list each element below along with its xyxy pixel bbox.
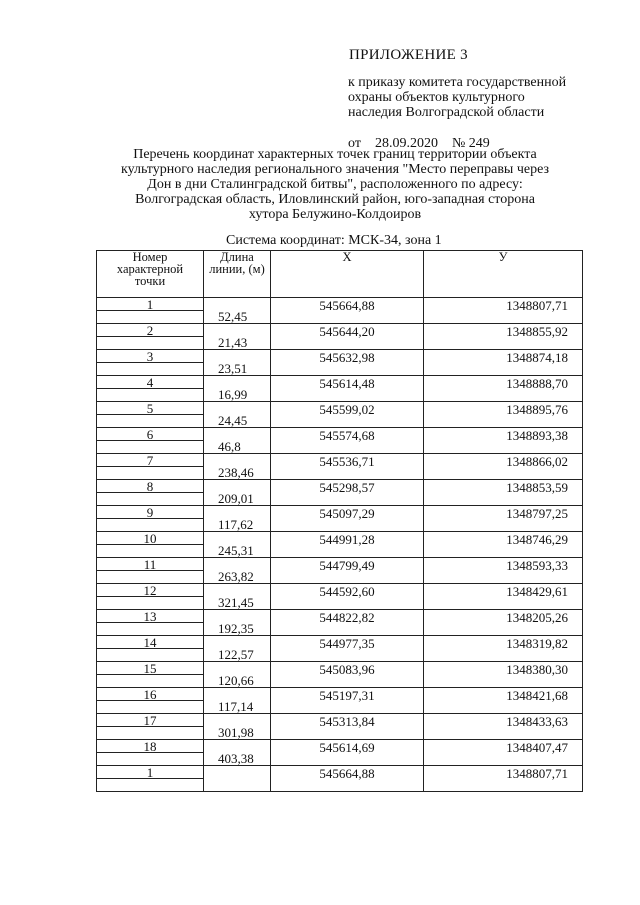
table-row [97, 584, 583, 610]
point-number-cell: 5 [97, 402, 204, 428]
x-coordinate-cell: 545298,57 [271, 480, 424, 506]
y-coordinate-cell: 1348895,76 [424, 402, 583, 428]
line-length-cell: 21,43 [204, 324, 271, 350]
header-point-number: Номер характерной точки [97, 251, 204, 298]
coordinate-system-caption: Система координат: МСК-34, зона 1 [226, 233, 442, 248]
order-line: наследия Волгоградской области [348, 105, 545, 120]
table-row [97, 506, 583, 532]
table-row [97, 532, 583, 558]
line-length-cell: 16,99 [204, 376, 271, 402]
y-coordinate-cell: 1348319,82 [424, 636, 583, 662]
table-row [97, 662, 583, 688]
x-coordinate-cell: 544799,49 [271, 558, 424, 584]
x-coordinate-cell: 545614,48 [271, 376, 424, 402]
point-number-cell: 13 [97, 610, 204, 636]
line-length-cell: 209,01 [204, 480, 271, 506]
line-length-cell: 192,35 [204, 610, 271, 636]
order-line: охраны объектов культурного [348, 90, 525, 105]
table-row [97, 610, 583, 636]
point-number-cell: 9 [97, 506, 204, 532]
table-body [97, 298, 583, 792]
header-x: Х [271, 251, 424, 298]
point-number-cell: 6 [97, 428, 204, 454]
point-number-cell: 8 [97, 480, 204, 506]
line-length-cell: 24,45 [204, 402, 271, 428]
table-row [97, 298, 583, 324]
line-length-cell: 52,45 [204, 298, 271, 324]
y-coordinate-cell: 1348746,29 [424, 532, 583, 558]
x-coordinate-cell: 545574,68 [271, 428, 424, 454]
list-title-line: Дон в дни Сталинградской битвы", расположенного по адресу: [147, 177, 523, 192]
y-coordinate-cell: 1348893,38 [424, 428, 583, 454]
y-coordinate-cell: 1348853,59 [424, 480, 583, 506]
table-header-row [97, 251, 583, 298]
appendix-header [348, 48, 608, 151]
point-number-cell: 14 [97, 636, 204, 662]
header-y: У [424, 251, 583, 298]
list-title-line: хутора Белужино-Колдоиров [248, 207, 422, 222]
y-coordinate-cell: 1348874,18 [424, 350, 583, 376]
x-coordinate-cell: 545632,98 [271, 350, 424, 376]
x-coordinate-cell: 545313,84 [271, 714, 424, 740]
y-coordinate-cell: 1348205,26 [424, 610, 583, 636]
table-row [97, 558, 583, 584]
y-coordinate-cell: 1348421,68 [424, 688, 583, 714]
table-row [97, 402, 583, 428]
header-line-length: Длина линии, (м) [204, 251, 271, 298]
x-coordinate-cell: 545664,88 [271, 766, 424, 792]
line-length-cell: 117,62 [204, 506, 271, 532]
y-coordinate-cell: 1348807,71 [424, 298, 583, 324]
point-number-cell: 16 [97, 688, 204, 714]
line-length-cell: 301,98 [204, 714, 271, 740]
point-number-cell: 1 [97, 766, 204, 792]
point-number-cell: 11 [97, 558, 204, 584]
x-coordinate-cell: 545644,20 [271, 324, 424, 350]
x-coordinate-cell: 544977,35 [271, 636, 424, 662]
x-coordinate-cell: 544822,82 [271, 610, 424, 636]
y-coordinate-cell: 1348855,92 [424, 324, 583, 350]
table-row [97, 766, 583, 792]
point-number-cell: 3 [97, 350, 204, 376]
line-length-cell: 238,46 [204, 454, 271, 480]
table-row [97, 428, 583, 454]
order-line: к приказу комитета государственной [348, 75, 567, 90]
order-reference [348, 75, 608, 120]
table-row [97, 324, 583, 350]
y-coordinate-cell: 1348866,02 [424, 454, 583, 480]
point-number-cell: 7 [97, 454, 204, 480]
line-length-cell: 263,82 [204, 558, 271, 584]
line-length-cell: 321,45 [204, 584, 271, 610]
point-number-cell: 17 [97, 714, 204, 740]
table-row [97, 454, 583, 480]
point-number-cell: 15 [97, 662, 204, 688]
y-coordinate-cell: 1348433,63 [424, 714, 583, 740]
line-length-cell: 117,14 [204, 688, 271, 714]
table-row [97, 350, 583, 376]
list-title-line: Волгоградская область, Иловлинский район, юго-западная сторона [135, 192, 535, 207]
x-coordinate-cell: 545097,29 [271, 506, 424, 532]
line-length-cell: 46,8 [204, 428, 271, 454]
x-coordinate-cell: 544991,28 [271, 532, 424, 558]
list-title [100, 147, 570, 222]
list-title-line: культурного наследия регионального значения "Место переправы через [120, 162, 550, 177]
coordinates-table [96, 250, 583, 792]
line-length-cell: 23,51 [204, 350, 271, 376]
table-row [97, 688, 583, 714]
x-coordinate-cell: 545599,02 [271, 402, 424, 428]
y-coordinate-cell: 1348407,47 [424, 740, 583, 766]
date-prefix: от [348, 136, 361, 151]
y-coordinate-cell: 1348380,30 [424, 662, 583, 688]
point-number-cell: 2 [97, 324, 204, 350]
line-length-cell: 122,57 [204, 636, 271, 662]
table-row [97, 376, 583, 402]
x-coordinate-cell: 545664,88 [271, 298, 424, 324]
point-number-cell: 18 [97, 740, 204, 766]
table-row [97, 740, 583, 766]
y-coordinate-cell: 1348797,25 [424, 506, 583, 532]
x-coordinate-cell: 545536,71 [271, 454, 424, 480]
line-length-cell: 245,31 [204, 532, 271, 558]
x-coordinate-cell: 545083,96 [271, 662, 424, 688]
line-length-cell: 403,38 [204, 740, 271, 766]
y-coordinate-cell: 1348593,33 [424, 558, 583, 584]
appendix-title: ПРИЛОЖЕНИЕ 3 [349, 47, 468, 63]
y-coordinate-cell: 1348888,70 [424, 376, 583, 402]
x-coordinate-cell: 545614,69 [271, 740, 424, 766]
y-coordinate-cell: 1348429,61 [424, 584, 583, 610]
point-number-cell: 4 [97, 376, 204, 402]
order-number: № 249 [451, 136, 490, 151]
x-coordinate-cell: 544592,60 [271, 584, 424, 610]
y-coordinate-cell: 1348807,71 [424, 766, 583, 792]
table-row [97, 636, 583, 662]
point-number-cell: 1 [97, 298, 204, 324]
line-length-cell: 120,66 [204, 662, 271, 688]
table-row [97, 714, 583, 740]
list-title-line: Перечень координат характерных точек границ территории объекта [133, 147, 537, 162]
x-coordinate-cell: 545197,31 [271, 688, 424, 714]
table-row [97, 480, 583, 506]
order-date: 28.09.2020 [374, 136, 438, 151]
point-number-cell: 10 [97, 532, 204, 558]
line-length-cell [204, 766, 271, 792]
point-number-cell: 12 [97, 584, 204, 610]
